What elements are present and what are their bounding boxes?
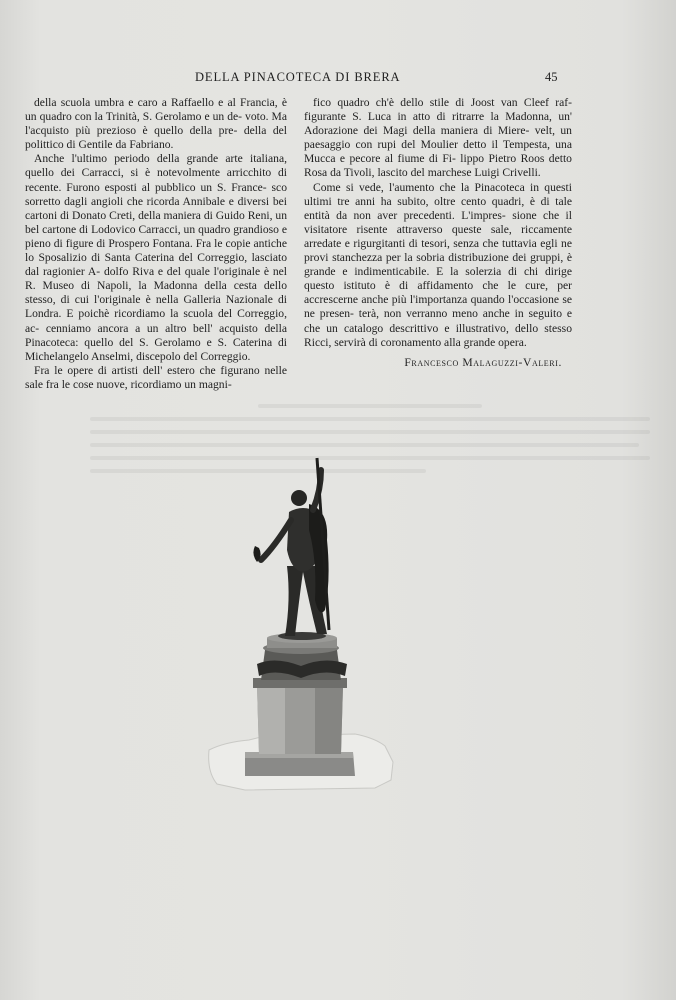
statue-head (291, 490, 307, 506)
text-line: voto. Ma l'acquisto più prezioso è quello della pre- (25, 110, 287, 138)
text-line: questi ultimi tre anni ha subito, oltre cento quadri, (304, 180, 572, 208)
paragraph (25, 152, 287, 363)
text-line: il Tempesta, una Mucca e pecore al fiume di Fi- (304, 138, 572, 166)
text-line: cui l'originale è nella Galleria Nazionale di Londra. (25, 293, 288, 321)
text-line: Caterina del Correggio, lasciato dal ragionier A- (25, 251, 288, 279)
text-line: distribuzione dei gruppi, è grande e indimenticabile. (304, 251, 572, 279)
text-line: Anche l'ultimo periodo della grande arte italiana, (34, 152, 287, 166)
left-column (25, 96, 287, 392)
text-line: terà, non verranno meno anche in seguito e che (304, 307, 572, 335)
statue-illustration (205, 450, 400, 800)
text-line: sco sorretto dagli angioli che ricorda Annibale e (25, 180, 287, 208)
text-line: E poichè ricordiamo la scuola del Correggio, ac- (25, 307, 287, 335)
text-line: che tuttavia egli ne provi stanchezza per la sobria (304, 236, 573, 265)
text-line: cenniamo ancora a un altro bell' acquisto della (45, 321, 287, 335)
text-line: Ricci, servirà di coronamento alla grande opera. (304, 335, 527, 349)
text-line: velt, un paesaggio con rupi del Moulier detto (304, 124, 572, 152)
text-line: della scuola umbra e caro a Raffaello e al Francia, (34, 96, 278, 109)
text-line: affidamento che le cure, per accrescerne anche (304, 279, 572, 307)
text-line: un quadro grandioso e pieno di figure di Prospero (25, 222, 287, 250)
text-line: della del polittico di Gentile da Fabriano. (25, 124, 287, 152)
text-line: Come si vede, l'aumento che la Pinacoteca in (313, 180, 540, 194)
text-line: quello dei Carracci, si è notevolmente arricchito di (25, 166, 287, 180)
text-line: un catalogo descrittivo e illustrativo, dello stesso (326, 321, 572, 335)
text-line: sione che il visitatore risente attraverso queste sale, (304, 208, 572, 236)
text-line: nelle sale fra le cose nuove, ricordiamo un magni- (25, 363, 287, 391)
text-line: è di tale entità da non aver precedenti. L'impres- (304, 194, 573, 222)
paragraph (304, 181, 572, 350)
text-line: riccamente arredate e rigurgitanti di tesori, senza (304, 222, 572, 250)
page-header (0, 70, 676, 86)
text-line: è un quadro con la Trinità, S. Gerolamo e un de- (25, 96, 287, 124)
text-line: Pinacoteca: quello del S. Gerolamo e S. Caterina (25, 335, 273, 349)
text-line: di Napoli, la Madonna della cesta dello stesso, di (25, 279, 288, 307)
text-line: recente. Furono esposti al pubblico un S. France- (25, 180, 267, 194)
running-head: DELLA PINACOTECA DI BRERA (195, 70, 401, 84)
paragraph (304, 96, 572, 181)
page-number: 45 (545, 70, 558, 84)
text-line: di Michelangelo Anselmi, discepolo del Correggio. (25, 335, 287, 363)
paragraph (25, 364, 287, 392)
statue-image (205, 450, 400, 800)
text-line: dolfo Riva e del quale l'originale è nel R. Museo (25, 265, 288, 293)
text-line: più l'importanza quando l'occasione se ne presen- (304, 293, 572, 321)
right-column (304, 96, 572, 370)
text-line: E la solerzia di chi dirige questo istituto è di (304, 265, 572, 293)
text-line: fico quadro ch'è dello stile di Joost van Cleef raf- (313, 96, 572, 109)
text-line: marchese Luigi Crivelli. (427, 166, 541, 180)
text-line: Fontana. Fra le copie antiche lo Sposalizio di Santa (25, 236, 287, 265)
text-line: figurante S. Luca in atto di ritrarre la Madonna, (304, 110, 552, 124)
text-line: un' Adorazione dei Magi della maniera di Miere- (304, 110, 573, 138)
text-line: di Guido Reni, un bel cartone di Lodovico Carracci, (25, 208, 288, 236)
paragraph (25, 96, 287, 152)
author-signature: Francesco Malaguzzi-Valeri. (404, 355, 562, 369)
text-line: diversi bei cartoni di Donato Creti, della maniera (25, 194, 288, 222)
text-line: Fra le opere di artisti dell' estero che figurano (34, 363, 260, 377)
text-line: lippo Pietro Roos detto Rosa da Tivoli, lascito del (304, 152, 572, 180)
